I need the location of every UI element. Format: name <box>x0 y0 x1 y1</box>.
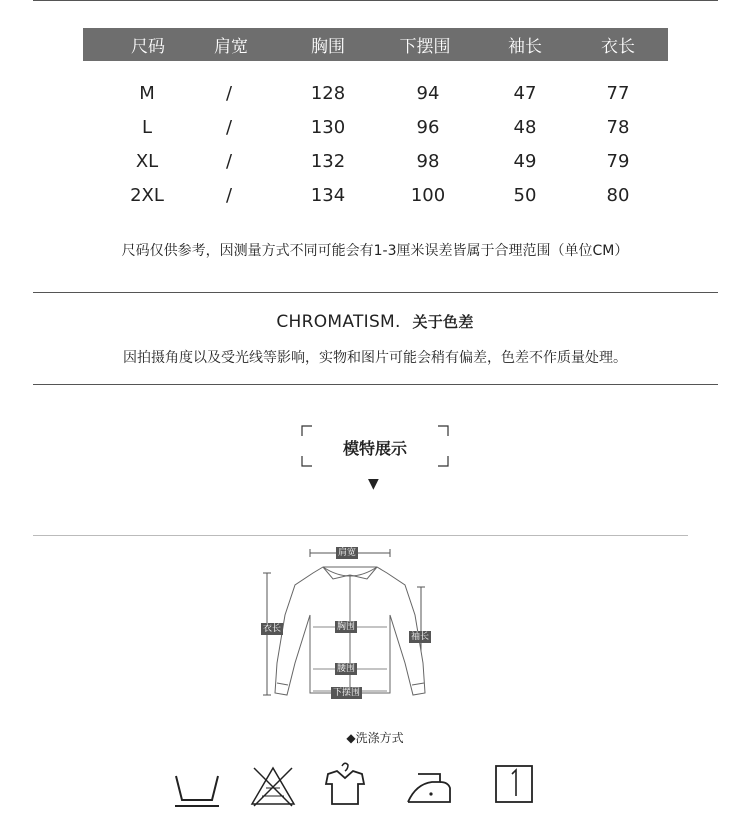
cell-shoulder: / <box>225 82 233 104</box>
section-divider <box>33 535 688 536</box>
label-hem: 下摆围 <box>333 688 361 698</box>
drip-dry-icon <box>490 762 540 808</box>
header-length: 衣长 <box>601 37 635 57</box>
table-row <box>83 182 668 208</box>
cell-hem: 98 <box>416 150 440 172</box>
cell-chest: 132 <box>310 150 346 172</box>
down-arrow-icon: ▼ <box>368 476 379 492</box>
cell-hem: 100 <box>410 184 446 206</box>
cell-hem: 96 <box>416 116 440 138</box>
cell-size: M <box>139 82 155 104</box>
cell-shoulder: / <box>225 116 233 138</box>
header-shoulder: 肩宽 <box>214 37 248 57</box>
cell-length: 78 <box>606 116 630 138</box>
section-divider <box>33 384 718 385</box>
header-hem: 下摆围 <box>399 37 451 57</box>
no-bleach-icon <box>248 762 298 808</box>
wash-icons <box>0 760 750 810</box>
size-table-header <box>83 28 668 61</box>
table-row <box>83 80 668 106</box>
iron-icon <box>402 762 458 808</box>
cell-size: XL <box>135 150 159 172</box>
label-waist: 腰围 <box>337 664 356 674</box>
label-length: 衣长 <box>263 624 282 634</box>
header-sleeve: 袖长 <box>508 37 542 57</box>
header-chest: 胸围 <box>311 37 345 57</box>
cell-length: 79 <box>606 150 630 172</box>
cell-sleeve: 50 <box>513 184 537 206</box>
cell-shoulder: / <box>225 184 233 206</box>
cell-sleeve: 48 <box>513 116 537 138</box>
label-shoulder: 肩宽 <box>338 548 357 558</box>
label-sleeve: 袖长 <box>411 632 430 642</box>
cell-length: 80 <box>606 184 630 206</box>
section-divider <box>33 292 718 293</box>
cell-chest: 130 <box>310 116 346 138</box>
cell-size: 2XL <box>130 184 164 206</box>
wash-basin-icon <box>172 762 222 808</box>
table-row <box>83 148 668 174</box>
size-note: 尺码仅供参考，因测量方式不同可能会有1-3厘米误差皆属于合理范围（单位CM） <box>121 243 629 259</box>
cell-size: L <box>141 116 153 138</box>
cell-shoulder: / <box>225 150 233 172</box>
chromatism-title-cn: 关于色差 <box>412 313 474 331</box>
wash-title: ◆洗涤方式 <box>346 731 404 745</box>
cell-chest: 128 <box>310 82 346 104</box>
top-divider <box>33 0 718 1</box>
cell-length: 77 <box>606 82 630 104</box>
model-title-box <box>300 425 450 467</box>
hang-dry-icon <box>320 760 370 806</box>
measurement-diagram <box>255 545 445 705</box>
cell-sleeve: 49 <box>513 150 537 172</box>
chromatism-title-en: CHROMATISM. <box>276 312 401 332</box>
label-chest: 胸围 <box>337 622 356 632</box>
cell-chest: 134 <box>310 184 346 206</box>
cell-sleeve: 47 <box>513 82 537 104</box>
table-row <box>83 114 668 140</box>
model-title: 模特展示 <box>342 439 407 458</box>
chromatism-description: 因拍摄角度以及受光线等影响，实物和图片可能会稍有偏差，色差不作质量处理。 <box>123 350 627 366</box>
header-size: 尺码 <box>131 37 165 57</box>
cell-hem: 94 <box>416 82 440 104</box>
chromatism-title <box>0 311 750 332</box>
